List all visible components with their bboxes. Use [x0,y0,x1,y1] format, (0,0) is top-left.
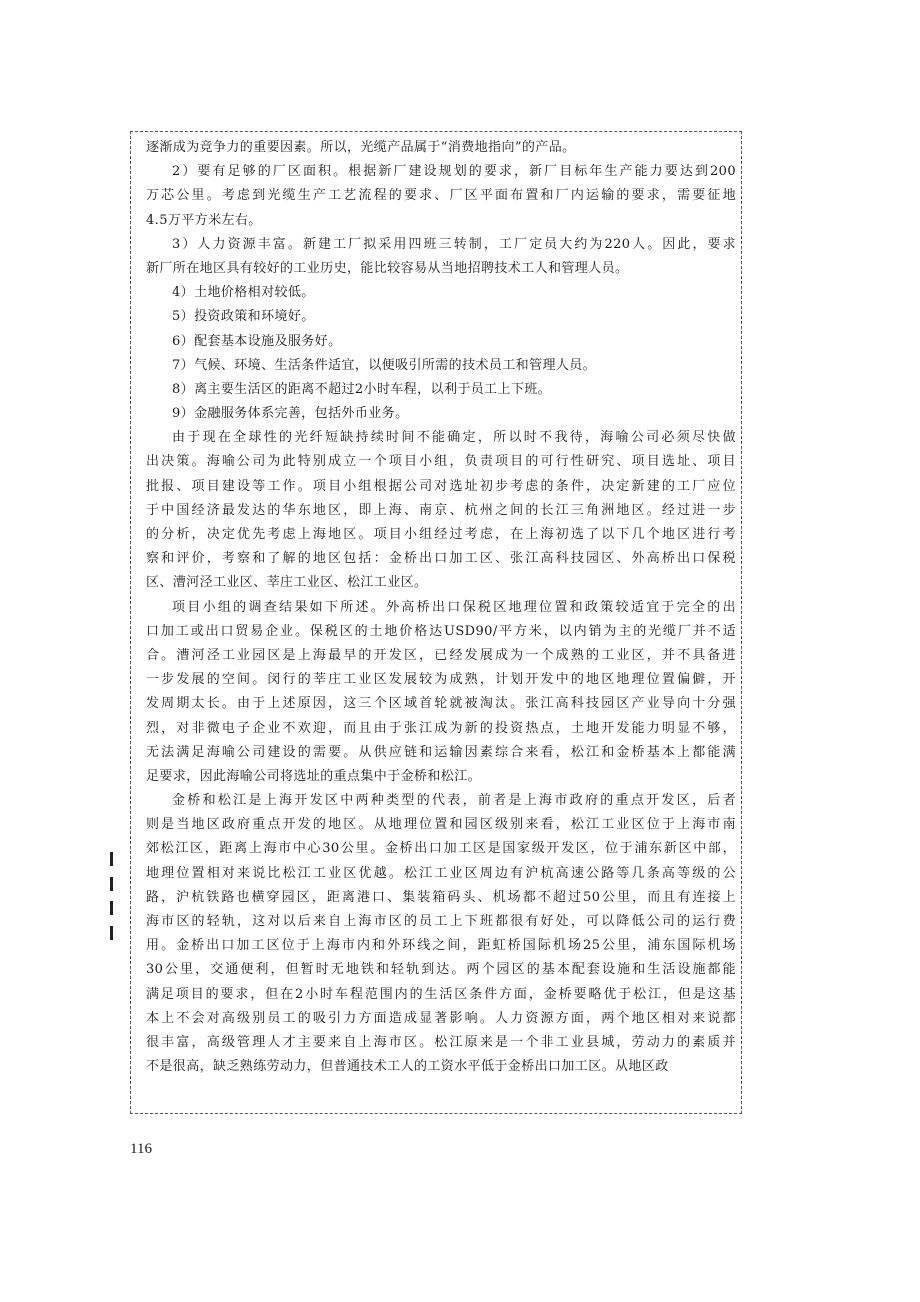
text-line: 不是很高，缺乏熟练劳动力，但普通技术工人的工资水平低于金桥出口加工区。从地区政 [146,1059,669,1075]
text-line: 合。漕河泾工业园区是上海最早的开发区，已经发展成为一个成熟的工业区，并不具备进 [146,647,736,663]
body-text [146,136,736,1079]
margin-mark [110,877,113,891]
text-line: 9）金融服务体系完善，包括外币业务。 [172,406,409,422]
text-line: 路，沪杭铁路也横穿园区，距离港口、集装箱码头、机场都不超过50公里，而且有连接上 [146,889,736,905]
text-line: 本上不会对高级别员工的吸引力方面造成显著影响。人力资源方面，两个地区相对来说都 [146,1010,736,1026]
text-line: 满足项目的要求，但在2小时车程范围内的生活区条件方面，金桥要略优于松江，但是这基 [146,986,736,1002]
text-line: 新厂所在地区具有较好的工业历史，能比较容易从当地招聘技术工人和管理人员。 [146,260,629,276]
text-line: 2）要有足够的厂区面积。根据新厂建设规划的要求，新厂目标年生产能力要达到200 [172,164,736,180]
text-line: 批报、项目建设等工作。项目小组根据公司对选址初步考虑的条件，决定新建的工厂应位 [146,478,736,494]
text-line: 出决策。海喻公司为此特别成立一个项目小组，负责项目的可行性研究、项目选址、项目 [146,454,736,470]
text-line: 于中国经济最发达的华东地区，即上海、南京、杭州之间的长江三角洲地区。经过进一步 [146,502,736,518]
text-line: 烈，对非微电子企业不欢迎，而且由于张江成为新的投资热点，土地开发能力明显不够， [146,720,736,736]
text-line: 项目小组的调查结果如下所述。外高桥出口保税区地理位置和政策较适宜于完全的出 [172,599,736,615]
text-line: 由于现在全球性的光纤短缺持续时间不能确定，所以时不我待，海喻公司必须尽快做 [172,430,736,446]
text-line: 逐渐成为竞争力的重要因素。所以，光缆产品属于“消费地指向”的产品。 [146,140,576,155]
text-line: 无法满足海喻公司建设的需要。从供应链和运输因素综合来看，松江和金桥基本上都能满 [146,744,736,760]
margin-mark [110,901,113,915]
text-line: 海市区的轻轨，这对以后来自上海市区的员工上下班都很有好处，可以降低公司的运行费 [146,914,736,929]
text-line: 地理位置相对来说比松江工业区优越。松江工业区周边有沪杭高速公路等几条高等级的公 [146,865,736,881]
margin-mark [110,926,113,940]
text-line: 万芯公里。考虑到光缆生产工艺流程的要求、厂区平面布置和厂内运输的要求，需要征地 [146,188,736,204]
text-line: 用。金桥出口加工区位于上海市内和外环线之间，距虹桥国际机场25公里，浦东国际机场 [146,938,736,954]
text-line: 发周期太长。由于上述原因，这三个区域首轮就被淘汰。张江高科技园区产业导向十分强 [146,696,736,712]
text-line: 金桥和松江是上海开发区中两种类型的代表，前者是上海市政府的重点开发区，后者 [172,793,736,809]
margin-mark [110,852,113,866]
text-line: 4.5万平方米左右。 [146,212,262,228]
text-line: 口加工或出口贸易企业。保税区的土地价格达USD90/平方米，以内销为主的光缆厂并不适 [146,623,736,639]
text-line: 足要求，因此海喻公司将选址的重点集中于金桥和松江。 [146,768,482,784]
text-line: 3）人力资源丰富。新建工厂拟采用四班三转制，工厂定员大约为220人。因此，要求 [172,236,736,252]
text-line: 8）离主要生活区的距离不超过2小时车程，以利于员工上下班。 [172,381,552,397]
text-line: 7）气候、环境、生活条件适宜，以便吸引所需的技术员工和管理人员。 [172,357,597,373]
text-line: 6）配套基本设施及服务好。 [172,333,342,349]
text-line: 很丰富，高级管理人才主要来自上海市区。松江原来是一个非工业县城，劳动力的素质并 [146,1034,736,1050]
text-line: 则是当地区政府重点开发的地区。从地理位置和园区级别来看，松江工业区位于上海市南 [146,817,736,833]
text-line: 区、漕河泾工业区、莘庄工业区、松江工业区。 [146,575,428,591]
text-line: 郊松江区，距离上海市中心30公里。金桥出口加工区是国家级开发区，位于浦东新区中部， [146,841,736,857]
text-line: 的分析，决定优先考虑上海地区。项目小组经过考虑，在上海初选了以下几个地区进行考 [146,527,736,542]
text-line: 一步发展的空间。闵行的莘庄工业区发展较为成熟，计划开发中的地区地理位置偏僻，开 [146,672,736,688]
page-number: 116 [130,1141,152,1157]
text-line: 察和评价，考察和了解的地区包括：金桥出口加工区、张江高科技园区、外高桥出口保税 [146,551,736,567]
text-line: 30公里，交通便利，但暂时无地铁和轻轨到达。两个园区的基本配套设施和生活设施都能 [146,962,736,978]
text-line: 5）投资政策和环境好。 [172,309,315,325]
text-line: 4）土地价格相对较低。 [172,285,315,301]
